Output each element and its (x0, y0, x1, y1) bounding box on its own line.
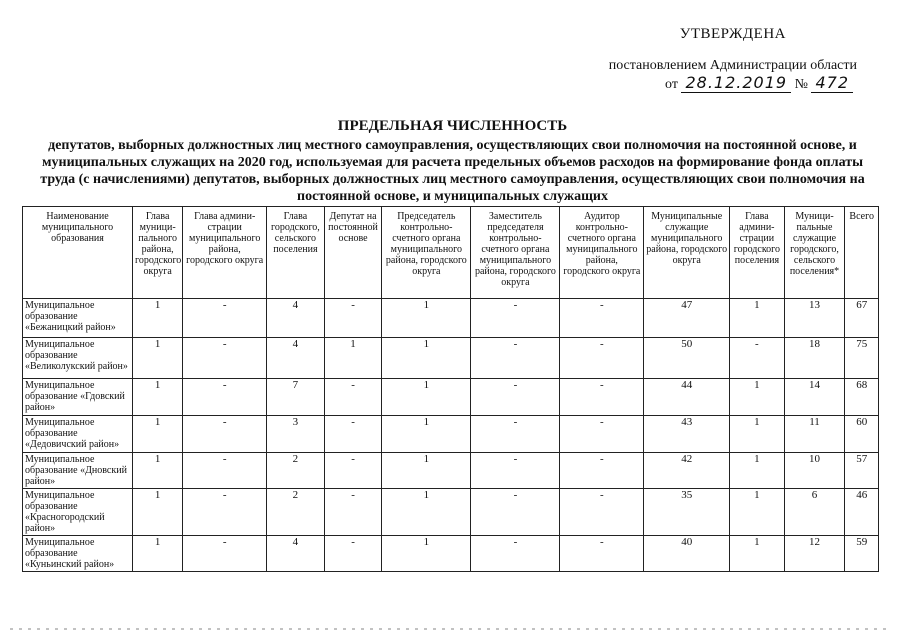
table-cell: - (560, 299, 644, 338)
table-cell: 12 (784, 536, 845, 572)
col-header: Председатель контрольно-счетного органа муниципального района, городского округа (382, 207, 471, 299)
col-header: Всего (845, 207, 879, 299)
number-label: № (794, 77, 808, 92)
table-cell: 10 (784, 453, 845, 489)
table-row (23, 453, 879, 489)
table-cell: - (471, 379, 560, 416)
table-row (23, 416, 879, 453)
approval-title: УТВЕРЖДЕНА (679, 26, 786, 42)
table-cell: 44 (644, 379, 730, 416)
municipality-name: Муниципальное образование «Бежаницкий район» (23, 299, 133, 338)
table-cell: 1 (133, 489, 183, 536)
table-cell: - (183, 453, 267, 489)
table-cell: 1 (133, 299, 183, 338)
table-cell: 1 (133, 338, 183, 379)
total-cell: 67 (845, 299, 879, 338)
table-row (23, 536, 879, 572)
municipality-name: Муниципальное образование «Красногородский район» (23, 489, 133, 536)
col-header: Наименование муниципального образования (23, 207, 133, 299)
document-title: ПРЕДЕЛЬНАЯ ЧИСЛЕННОСТЬ (337, 118, 568, 134)
col-header: Депутат на постоянной основе (324, 207, 382, 299)
approval-issuer: постановлением Администрации области (608, 58, 857, 73)
approval-date-line (609, 74, 857, 93)
headcount-table (22, 206, 879, 572)
col-header: Муници-пальные служащие городского, сельского поселения* (784, 207, 845, 299)
table-cell: - (324, 536, 382, 572)
table-cell: - (324, 453, 382, 489)
table-cell: - (183, 379, 267, 416)
table-cell: - (730, 338, 784, 379)
table-cell: 11 (784, 416, 845, 453)
total-cell: 60 (845, 416, 879, 453)
table-cell: 1 (730, 379, 784, 416)
table-row (23, 338, 879, 379)
table-cell: - (324, 379, 382, 416)
table-cell: 1 (382, 536, 471, 572)
approval-date: 28.12.2019 (681, 73, 791, 93)
col-header: Муниципальные служащие муниципального района, городского округа (644, 207, 730, 299)
table-cell: 1 (730, 416, 784, 453)
municipality-name: Муниципальное образование «Дедовичский район» (23, 416, 133, 453)
table-cell: - (560, 453, 644, 489)
municipality-name: Муниципальное образование «Гдовский район» (23, 379, 133, 416)
table-cell: - (471, 338, 560, 379)
table-cell: - (324, 416, 382, 453)
table-cell: 13 (784, 299, 845, 338)
table-row (23, 299, 879, 338)
table-cell: - (324, 489, 382, 536)
table-cell: 4 (267, 299, 325, 338)
table-cell: - (560, 379, 644, 416)
total-cell: 75 (845, 338, 879, 379)
table-cell: - (560, 416, 644, 453)
col-header: Глава админи-страции городского поселения (730, 207, 784, 299)
table-cell: 1 (730, 536, 784, 572)
table-header-row (23, 207, 879, 299)
municipality-name: Муниципальное образование «Куньинский район» (23, 536, 133, 572)
table-cell: 18 (784, 338, 845, 379)
table-cell: 40 (644, 536, 730, 572)
table-cell: 3 (267, 416, 325, 453)
table-cell: 1 (730, 453, 784, 489)
total-cell: 68 (845, 379, 879, 416)
table-cell: 6 (784, 489, 845, 536)
total-cell: 46 (845, 489, 879, 536)
table-cell: 1 (382, 416, 471, 453)
table-cell: 14 (784, 379, 845, 416)
table-cell: 1 (133, 453, 183, 489)
table-cell: 1 (133, 536, 183, 572)
col-header: Аудитор контрольно-счетного органа муниципального района, городского округа (560, 207, 644, 299)
table-cell: 4 (267, 536, 325, 572)
table-cell: - (471, 453, 560, 489)
table-cell: - (183, 416, 267, 453)
table-row (23, 379, 879, 416)
table-cell: 2 (267, 453, 325, 489)
table-cell: 35 (644, 489, 730, 536)
table-cell: 2 (267, 489, 325, 536)
table-cell: - (471, 489, 560, 536)
from-label: от (665, 77, 678, 92)
table-cell: - (471, 536, 560, 572)
col-header: Заместитель председателя контрольно-счетного органа муниципального района, городского округа (471, 207, 560, 299)
table-cell: - (471, 416, 560, 453)
approval-stamp (609, 26, 857, 93)
table-cell: 42 (644, 453, 730, 489)
col-header: Глава городского, сельского поселения (267, 207, 325, 299)
table-cell: 1 (730, 299, 784, 338)
table-cell: - (560, 489, 644, 536)
table-cell: - (560, 536, 644, 572)
table-cell: 1 (382, 489, 471, 536)
municipality-name: Муниципальное образование «Дновский район» (23, 453, 133, 489)
document-subtitle: депутатов, выборных должностных лиц местного самоуправления, осуществляющих свои полномочия на постоянной основе, и муниципальных служащих на 2020 год, используемая для расчета предельных объемов расходов на формирование фонда оплаты труда (с начислениями) депутатов, выборных должностных лиц местного самоуправления, осуществляющих свои полномочия на постоянной основе, и муниципальных служащих (40, 138, 865, 204)
table-cell: - (471, 299, 560, 338)
table-cell: - (183, 536, 267, 572)
table-cell: 47 (644, 299, 730, 338)
table-cell: 1 (382, 379, 471, 416)
table-cell: 7 (267, 379, 325, 416)
table-cell: 1 (730, 489, 784, 536)
table-cell: - (183, 489, 267, 536)
approval-number: 472 (811, 73, 853, 93)
scan-artifact-line (10, 628, 890, 630)
col-header: Глава админи-страции муниципального района, городского округа (183, 207, 267, 299)
total-cell: 57 (845, 453, 879, 489)
total-cell: 59 (845, 536, 879, 572)
table-cell: 4 (267, 338, 325, 379)
table-cell: - (560, 338, 644, 379)
table-cell: 1 (324, 338, 382, 379)
table-row (23, 489, 879, 536)
municipality-name: Муниципальное образование «Великолукский район» (23, 338, 133, 379)
table-cell: 1 (133, 416, 183, 453)
table-cell: 1 (382, 453, 471, 489)
table-cell: 1 (382, 338, 471, 379)
table-cell: 50 (644, 338, 730, 379)
table-cell: - (183, 299, 267, 338)
table-cell: 43 (644, 416, 730, 453)
table-cell: 1 (382, 299, 471, 338)
table-cell: - (324, 299, 382, 338)
table-cell: - (183, 338, 267, 379)
col-header: Глава муници-пального района, городского округа (133, 207, 183, 299)
table-cell: 1 (133, 379, 183, 416)
